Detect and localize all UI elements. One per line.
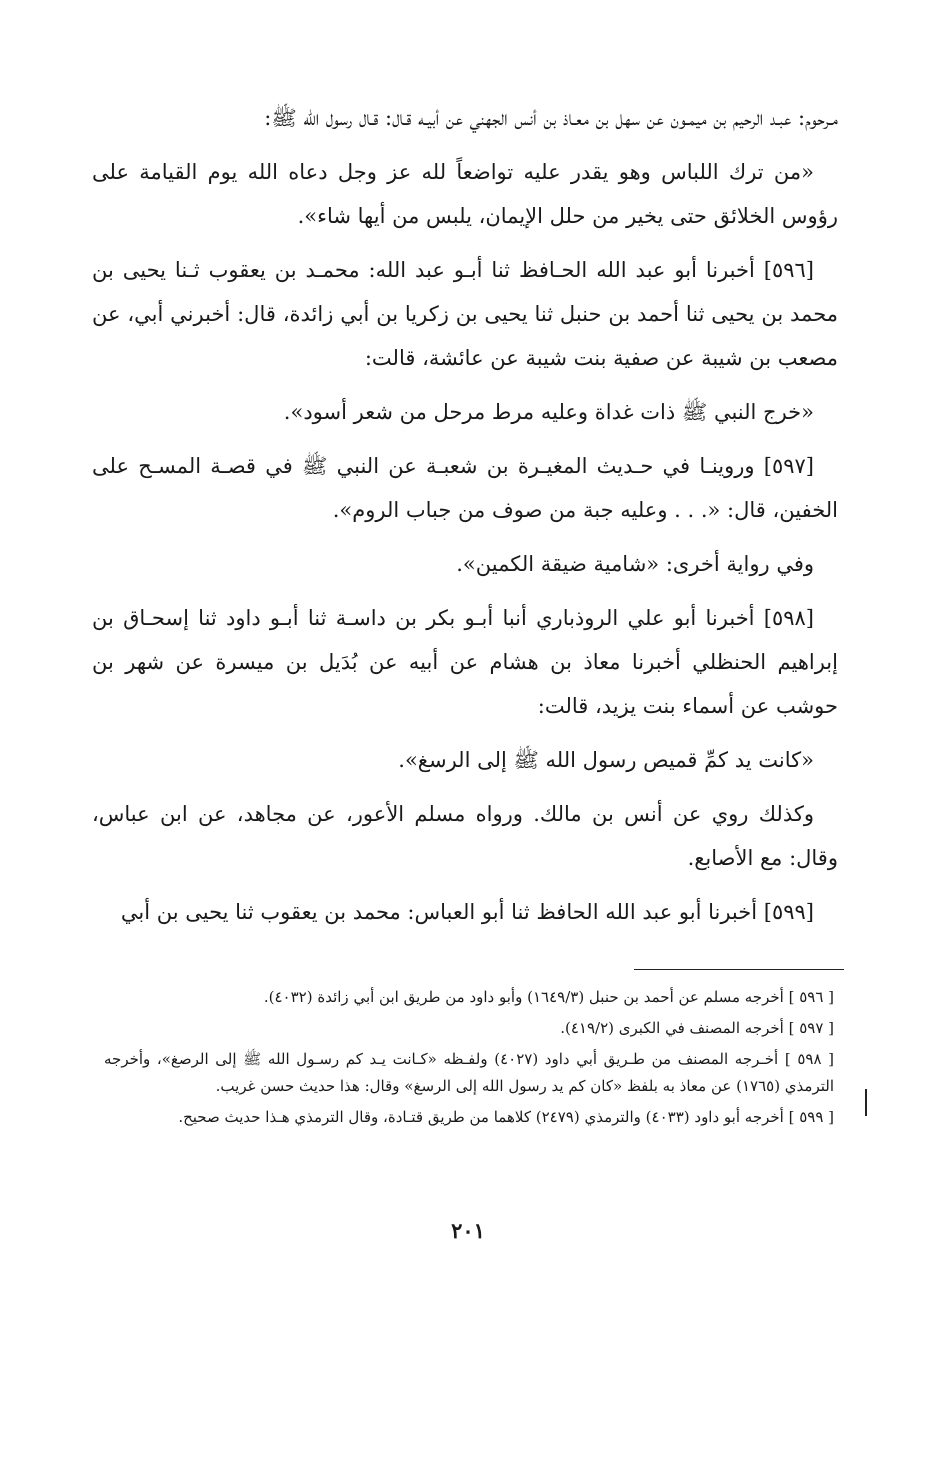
footnotes — [104, 984, 834, 1135]
hadith-596: [٥٩٦] أخبرنا أبو عبد الله الحـافظ ثنا أبـو عبد الله: محمـد بن يعقوب ثـنا يحيى بن محمد بن يحيى ثنا أحمد بن حنبل ثنا يحيى بن زكريا بن أبي زائدة، قال: أخبرني أبي، عن مصعب بن شيبة عن صفية بنت شيبة عن عائشة، قالت: — [92, 258, 838, 370]
alternate-narration: وفي رواية أخرى: «شامية ضيقة الكمين». — [456, 552, 814, 576]
hadith-quote: «خرج النبي ﷺ ذات غداة وعليه مرط مرحل من شعر أسود». — [283, 400, 814, 424]
narration-note: وكذلك روي عن أنس بن مالك. ورواه مسلم الأعور، عن مجاهد، عن ابن عباس، وقال: مع الأصابع. — [92, 802, 838, 870]
hadith-597: [٥٩٧] وروينـا في حـديث المغيـرة بن شعبـة عن النبي ﷺ في قصـة المسـح على الخفين، قال: «. . . وعليه جبة من صوف من جباب الروم». — [92, 454, 838, 522]
main-text — [92, 96, 838, 944]
footnote-599: [ ٥٩٩ ] أخرجه أبو داود (٤٠٣٣) والترمذي (٢٤٧٩) كلاهما من طريق قتـادة، وقال الترمذي هـذا حديث صحيح. — [178, 1108, 834, 1126]
footnote-597: [ ٥٩٧ ] أخرجه المصنف في الكبرى (٤١٩/٢). — [560, 1019, 834, 1037]
hadith-599: [٥٩٩] أخبرنا أبو عبد الله الحافظ ثنا أبو العباس: محمد بن يعقوب ثنا يحيى بن أبي — [120, 900, 814, 924]
footnote-divider — [634, 969, 844, 970]
page-number: ٢٠١ — [451, 1218, 485, 1243]
footnote-596: [ ٥٩٦ ] أخرجه مسلم عن أحمد بن حنبل (١٦٤٩/٣) وأبو داود من طريق ابن أبي زائدة (٤٠٣٢). — [263, 988, 834, 1006]
margin-mark — [865, 1089, 867, 1116]
hadith-598: [٥٩٨] أخبرنا أبو علي الروذباري أنبا أبـو بكر بن داسـة ثنا أبـو داود ثنا إسحـاق بن إبراهيم الحنظلي أخبرنا معاذ بن هشام عن أبيه عن بُدَيل بن ميسرة عن شهر بن حوشب عن أسماء بنت يزيد، قالت: — [92, 606, 838, 718]
paragraph-continuation: مـرحوم: عبـد الرحيم بن ميمـون عن سهل بن معـاذ بن أنس الجهني عن أبيـه قـال: قـال رسول الله ﷺ: — [264, 106, 838, 130]
hadith-quote: «من ترك اللباس وهو يقدر عليه تواضعاً لله عز وجل دعاه الله يوم القيامة على رؤوس الخلائق حتى يخير من حلل الإيمان، يلبس من أيها شاء». — [92, 160, 838, 228]
footnote-598: [ ٥٩٨ ] أخـرجه المصنف من طـريق أبي داود (٤٠٢٧) ولفـظه «كـانت يـد كم رسـول الله ﷺ إلى الرصغ»، وأخرجه الترمذي (١٧٦٥) عن معاذ به بلفظ «كان كم يد رسول الله إلى الرسغ» وقال: هذا حديث حسن غريب. — [104, 1050, 835, 1095]
hadith-quote: «كانت يد كمِّ قميص رسول الله ﷺ إلى الرسغ». — [398, 748, 814, 772]
